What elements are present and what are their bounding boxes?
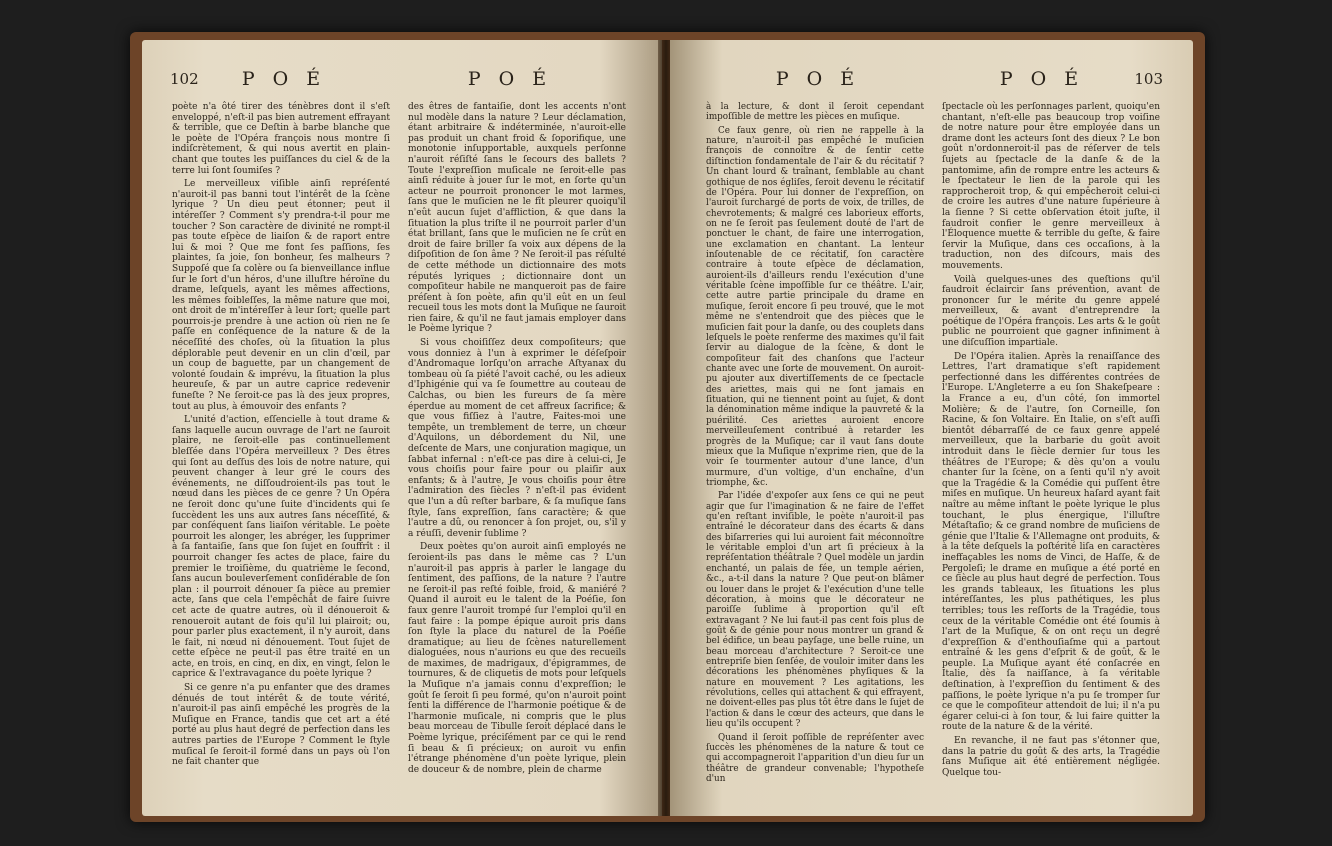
paragraph: De l'Opéra italien. Après la renaiſſance des Lettres, l'art dramatique s'eſt rapidement perfectionné dans les différentes contrées de l'Europe. L'Angleterre a eu ſon Shakeſpeare : la France a eu, d'un côté, ſon immortel Molière; & de l'autre, ſon Corneille, ſon Racine, & ſon Voltaire. En Italie, on s'eſt auſſi bientôt débarraſſé de ce faux genre appelé merveilleux, que la barbarie du goût avoit introduit dans le ſiècle dernier ſur tous les théâtres de l'Europe; & dès qu'on a voulu chanter ſur la ſcène, on a ſenti qu'il n'y avoit que la Tragédie & la Comédie qui puſſent être miſes en muſique. Un heureux haſard ayant fait naître au même inſtant le poète lyrique le plus touchant, le plus énergique, l'illuſtre Métaſtaſio; & ce grand nombre de muſiciens de génie que l'Italie & l'Allemagne ont produits, & à la tête deſquels la poſtérité liſa en caractères ineffaçables les noms de Vinci, de Haſſe, & de Pergoleſi; le drame en muſique a été porté en ce ſiècle au plus haut degré de perfection. Tous les grands tableaux, les ſituations les plus intéreſſantes, les plus pathétiques, les plus terribles; tous les reſſorts de la Tragédie, tous ceux de la véritable Comédie ont été ſoumis à l'art de la Muſique, & on ont reçu un degré d'expreſſion & d'enthouſiaſme qui a partout entraîné & les gens d'eſprit & de goût, & le peuple. La Muſique ayant été conſacrée en Italie, dès ſa naiſſance, à ſa véritable deſtination, à l'expreſſion du ſentiment & des paſſions, le poète lyrique n'a pu ſe tromper ſur ce que le compoſiteur attendoit de lui; il n'a pu égarer celui-ci à ſon tour, & lui faire quitter la route de la nature & de la vérité. <box>942 351 1160 733</box>
page-number: 102 <box>170 70 199 88</box>
paragraph: Si vous choiſiſſez deux compoſiteurs; que vous donniez à l'un à exprimer le déſeſpoir d'Andromaque lorſqu'on arrache Aſtyanax du tombeau où ſa piété l'avoit caché, ou les adieux d'Iphigénie qui va ſe ſoumettre au couteau de Calchas, ou bien les fureurs de ſa mère éperdue au moment de cet affreux ſacrifice; & que vous fiſſiez à l'autre, Faites-moi une tempête, un tremblement de terre, un chœur d'Aquilons, un débordement du Nil, une deſcente de Mars, une conjuration magique, un ſabbat infernal : n'eſt-ce pas dire à celui-ci, Je vous choiſis pour faire pour ou plaiſir aux enfants; & à l'autre, Je vous choiſis pour être l'admiration des ſiècles ? n'eſt-il pas évident que l'un a dû reſter barbare, & ſa muſique ſans ſtyle, ſans expreſſion, ſans caractère; & que l'autre a dû, ou renoncer à ſon projet, ou, s'il y a réuſſi, devenir ſublime ? <box>408 338 626 539</box>
text-column-2 <box>408 102 626 778</box>
text-column-1 <box>706 102 924 787</box>
text-column-2 <box>942 102 1160 781</box>
paragraph: Le merveilleux viſible ainſi repréſenté n'auroit-il pas banni tout l'intérêt de la ſcène lyrique ? Un dieu peut étonner; peut il intéreſſer ? Comment s'y prendra-t-il pour me toucher ? Son caractère de divinité ne rompt-il pas toute eſpèce de liaiſon & de raport entre lui & moi ? Que me font ſes paſſions, ſes plaintes, ſa joie, ſon bonheur, ſes malheurs ? Suppoſé que ſa colère ou ſa bienveillance influe ſur le ſort d'un héros, d'une illuſtre héroïne du drame, leſquels, ayant les mêmes affections, les mêmes foibleſſes, la même nature que moi, ont droit de m'intéreſſer à leur ſort; quelle part pourrois-je prendre à une action où rien ne ſe paſſe en conſéquence de la nature & de la néceſſité des choſes, où la ſituation la plus déplorable peut devenir en un clin d'œil, par un coup de baguette, par un changement de volonté ſoudain & imprévu, la ſituation la plus heureuſe, & par un autre caprice redevenir funeſte ? Ne ſeroit-ce pas là des jeux propres, tout au plus, à émouvoir des enfants ? <box>172 179 390 412</box>
text-column-1 <box>172 102 390 771</box>
paragraph: Quand il ſeroit poſſible de repréſenter avec ſuccès les phénomènes de la nature & tout ce qui accompagneroit l'apparition d'un dieu ſur un théâtre de grandeur convenable; l'hypotheſe d'un <box>706 732 924 784</box>
paragraph: L'unité d'action, eſſencielle à tout drame & ſans laquelle aucun ouvrage de l'art ne ſauroit plaire, ne ſeroit-elle pas continuellement bleſſée dans l'Opéra merveilleux ? Des êtres qui ſont au deſſus des lois de notre nature, qui peuvent changer à leur gré le cours des événements, ne diſſoudroient-ils pas tout le nœud dans les pièces de ce genre ? Un Opéra ne ſeroit donc qu'une ſuite d'incidents qui ſe ſuccèdent les uns aux autres ſans néceſſité, & par conſéquent ſans liaiſon véritable. Le poète pourroit les alonger, les abréger, les ſupprimer à ſa fantaiſie, ſans que ſon ſujet en ſouffrît : il pourroit changer ſes actes de place, faire du premier le troiſième, du quatrième le ſecond, ſans aucun bouleverſement conſidérable de ſon plan : il pourroit dénouer ſa pièce au premier acte, ſans que cela l'empêchât de faire ſuivre cet acte de quatre autres, où il dénoueroit & renoueroit autant de fois qu'il lui plairoit; ou, pour parler plus exactement, il n'y auroit, dans le fait, ni nœud ni dénouement. Tout ſujet de cette eſpèce ne peut-il pas être traité en un acte, en trois, en cinq, en dix, en vingt, ſelon le caprice & l'extravagance du poète lyrique ? <box>172 415 390 680</box>
running-head: P O É <box>241 68 327 90</box>
right-page-header <box>670 68 1193 98</box>
book-spread <box>130 32 1205 822</box>
running-head: P O É <box>775 68 861 90</box>
left-page-header <box>142 68 662 98</box>
paragraph: poète n'a ôté tirer des ténèbres dont il s'eſt enveloppé, n'eſt-il pas bien autrement effrayant & terrible, que ce Deſtin à barbe blanche que le poète de l'Opéra françois nous montre ſi indiſcrètement, & qui nous avertit en plain-chant que toutes les puiſſances du ciel & de la terre lui ſont ſoumiſes ? <box>172 102 390 176</box>
running-head: P O É <box>999 68 1085 90</box>
paragraph: Voilà quelques-unes des queſtions qu'il faudroit éclaircir ſans prévention, avant de prononcer ſur le mérite du genre appelé merveilleux, & avant d'entreprendre la poétique de l'Opéra françois. Les arts & le goût public ne pourroient que gagner infiniment à une diſcuſſion impartiale. <box>942 274 1160 349</box>
right-page <box>670 40 1193 816</box>
paragraph: Deux poètes qu'on auroit ainſi employés ne ſeroient-ils pas dans le même cas ? L'un n'auroit-il pas appris à parler le langage du ſentiment, des paſſions, de la nature ? l'autre ne ſeroit-il pas reſté foible, froid, & maniéré ? Quand il auroit eu le talent de la Poéſie, ſon faux genre l'auroit trompé ſur l'emploi qu'il en faut faire : la pompe épique auroit pris dans ſon ſtyle la place du naturel de la Poéſie dramatique; au lieu de ſcènes naturellement dialoguées, nous n'aurions eu que des recueils de maximes, de madrigaux, d'épigrammes, de tournures, & de cliquetis de mots pour leſquels la Muſique n'a jamais connu d'expreſſion; le goût ſe ſeroit ſi peu formé, qu'on n'auroit point ſenti la différence de l'harmonie poétique & de l'harmonie muſicale, ni compris que le plus beau morceau de Tibulle ſeroit déplacé dans le Poème lyrique, préciſément par ce qui le rend ſi beau & ſi précieux; on auroit vu enfin l'étrange phénomène d'un poète lyrique, plein de douceur & de nombre, plein de charme <box>408 542 626 775</box>
page-number: 103 <box>1134 70 1163 88</box>
paragraph: à la lecture, & dont il ſeroit cependant impoſſible de mettre les pièces en muſique. <box>706 102 924 123</box>
left-page <box>142 40 662 816</box>
paragraph: En revanche, il ne faut pas s'étonner que, dans la patrie du goût & des arts, la Tragédie ſans Muſique ait été entièrement négligée. Quelque tou- <box>942 736 1160 778</box>
paragraph: ſpectacle où les perſonnages parlent, quoiqu'en chantant, n'eſt-elle pas beaucoup trop voiſine de notre nature pour être employée dans un drame dont les acteurs ſont des dieux ? Le bon goût n'ordonneroit-il pas de réſerver de tels ſujets au ſpectacle de la danſe & de la pantomime, afin de rompre entre les acteurs & le ſpectateur le lien de la parole qui les rapprocheroit trop, & qui empêcheroit celui-ci de croire les autres d'une nature ſupérieure à la ſienne ? Si cette obſervation étoit juſte, il faudroit confier le genre merveilleux à l'Éloquence muette & terrible du geſte, & faire ſervir la Muſique, dans ces occaſions, à la traduction, non des diſcours, mais des mouvements. <box>942 102 1160 271</box>
paragraph: Si ce genre n'a pu enfanter que des drames dénués de tout intérêt & de toute vérité, n'auroit-il pas ainſi empêché les progrès de la Muſique en France, tandis que cet art a été porté au plus haut degré de perfection dans les autres parties de l'Europe ? Comment le ſtyle muſical ſe ſeroit-il formé dans un pays où l'on ne fait chanter que <box>172 683 390 768</box>
paragraph: des êtres de fantaiſie, dont les accents n'ont nul modèle dans la nature ? Leur déclamation, étant arbitraire & indéterminée, n'auroit-elle pas produit un chant froid & ſoporifique, une monotonie inſupportable, auxquels perſonne n'auroit réſiſté ſans le ſecours des ballets ? Toute l'expreſſion muſicale ne ſeroit-elle pas ainſi réduite à jouer ſur le mot, en ſorte qu'un acteur ne pourroit prononcer le mot larmes, ſans que le muſicien ne le fît pleurer quoiqu'il n'eût aucun ſujet d'affliction, & que dans la ſituation la plus triſte il ne pourroit parler d'un état brillant, ſans que le muſicien ne ſe crût en droit de faire briller ſa voix aux dépens de la diſpoſition de ſon âme ? Ne ſeroit-il pas réſulté de cette méthode un dictionnaire des mots réputés lyriques ; dictionnaire dont un compoſiteur habile ne manqueroit pas de faire préſent à ſon poète, afin qu'il eût en un ſeul recueil tous les mots dont la Muſique ne ſauroit rien faire, & qu'il ne faut jamais employer dans le Poème lyrique ? <box>408 102 626 335</box>
paragraph: Par l'idée d'expoſer aux ſens ce qui ne peut agir que ſur l'imagination & ne faire de l'effet qu'en reſtant inviſible, le poète n'auroit-il pas entraîné le décorateur dans des écarts & dans des biſarreries qui lui auroient fait méconnoître le véritable emploi d'un art ſi précieux à la repréſentation théâtrale ? Quel modèle un jardin enchanté, un palais de fée, un temple aérien, &c., a-t-il dans la nature ? Que peut-on blâmer ou louer dans le projet & l'exécution d'une telle décoration, à moins que le décorateur ne paroiſſe ſublime à proportion qu'il eſt extravagant ? Ne lui faut-il pas cent fois plus de goût & de génie pour nous montrer un grand & bel édifice, un beau payſage, une belle ruine, un beau morceau d'architecture ? Seroit-ce une entrepriſe bien ſenſée, de vouloir imiter dans les décorations les phénomènes phyſiques & la nature en mouvement ? Les agitations, les révolutions, celles qui attachent & qui effrayent, ne doivent-elles pas plus tôt être dans le ſujet de l'action & dans le cœur des acteurs, que dans le lieu qu'ils occupent ? <box>706 491 924 730</box>
running-head: P O É <box>467 68 553 90</box>
paragraph: Ce faux genre, où rien ne rappelle à la nature, n'auroit-il pas empêché le muſicien françois de connoître & de ſentir cette diſtinction fondamentale de l'air & du récitatif ? Un chant lourd & traînant, ſemblable au chant gothique de nos égliſes, ſeroit devenu le récitatif de l'Opéra. Pour lui donner de l'expreſſion, on l'auroit ſurchargé de ports de voix, de trilles, de chevrotements; & malgré ces laborieux efforts, on ne ſe ſeroit pas ſeulement douté de l'art de ponctuer le chant, de faire une interrogation, une exclamation en chantant. La lenteur inſoutenable de ce récitatif, ſon caractère contraire à toute eſpèce de déclamation, auroient-ils d'ailleurs rendu l'exécution d'une véritable ſcène impoſſible ſur ce théâtre. L'air, cette autre partie principale du drame en muſique, ſeroit encore ſi peu trouvé, que le mot même ne s'entendroit que des pièces que le muſicien fait pour la danſe, ou des couplets dans leſquels le poète renferme des maximes qu'il fait ſervir au dialogue de la ſcène, & dont le compoſiteur fait des chanſons que l'acteur chante avec une ſorte de mouvement. On auroit-pu ajouter aux divertiſſements de ce ſpectacle des ariettes, mais qui ne ſont jamais en ſituation, qui ne tiennent point au ſujet, & dont la dénomination même indique la pauvreté & la puérilité. Ces ariettes auroient encore merveilleuſement contribué à retarder les progrès de la Muſique; car il vaut ſans doute mieux que la Muſique n'exprime rien, que de la voir ſe tourmenter autour d'une lance, d'un murmure, d'un voltige, d'un enchaîne, d'un triomphe, &c. <box>706 125 924 488</box>
